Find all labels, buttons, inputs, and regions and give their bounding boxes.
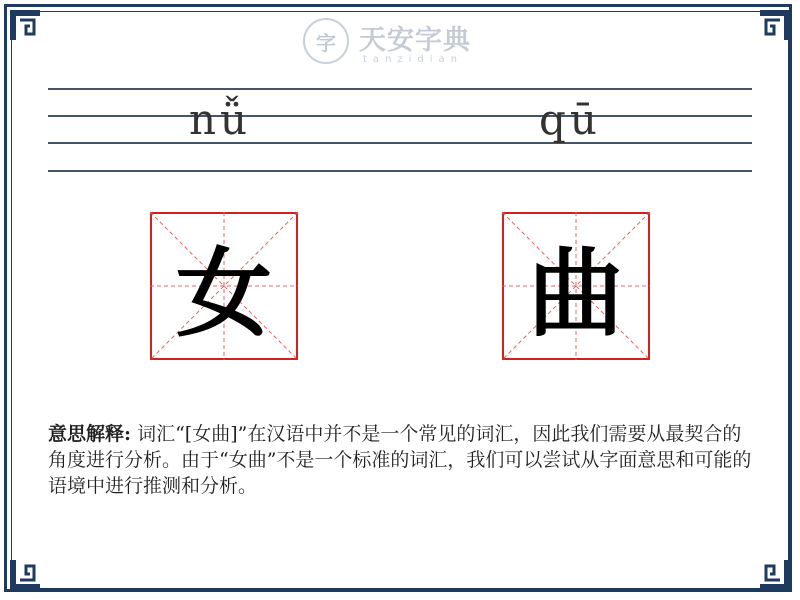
corner-ornament-icon: [758, 558, 792, 592]
pinyin-line: [48, 170, 752, 172]
logo-title: 天安字典: [359, 25, 471, 56]
meaning-separator: :: [124, 423, 132, 445]
meaning-paragraph: [48, 421, 753, 499]
site-logo: [303, 16, 503, 68]
corner-ornament-icon: [758, 8, 792, 42]
logo-emblem-icon: 字: [303, 18, 349, 64]
character-grid: [502, 212, 650, 360]
page-frame-inner: [11, 11, 789, 589]
hanzi-nu: 女: [176, 236, 272, 350]
logo-subtitle: tanzidian: [363, 54, 464, 65]
pinyin-qu: qū: [539, 95, 601, 144]
pinyin-nu: nǚ: [188, 95, 252, 144]
corner-ornament-icon: [8, 558, 42, 592]
corner-ornament-icon: [8, 8, 42, 42]
meaning-text: 词汇“[女曲]”在汉语中并不是一个常见的词汇，因此我们需要从最契合的角度进行分析。由于“女曲”不是一个标准的词汇，我们可以尝试从字面意思和可能的语境中进行推测和分析。: [48, 423, 752, 497]
character-grid: [150, 212, 298, 360]
pinyin-line: [48, 88, 752, 90]
hanzi-qu: 曲: [528, 236, 624, 350]
meaning-label: 意思解释: [48, 423, 125, 445]
